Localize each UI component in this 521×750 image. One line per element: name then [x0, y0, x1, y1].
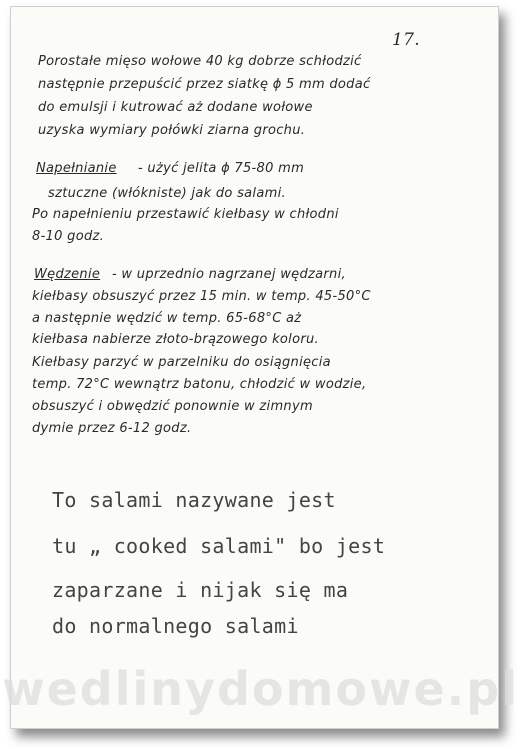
- watermark: wedlinydomowe.pl: [2, 662, 519, 716]
- note-line: tu „ cooked salami" bo jest: [52, 534, 386, 558]
- smoking-line: obsuszyć i obwędzić ponownie w zimnym: [32, 399, 313, 414]
- filling-line: Po napełnieniu przestawić kiełbasy w chłodni: [32, 207, 339, 222]
- filling-line: - użyć jelita ϕ 75-80 mm: [138, 161, 305, 176]
- smoking-line: Kiełbasy parzyć w parzelniku do osiągnięcia: [32, 355, 331, 370]
- paragraph-line: uzyska wymiary połówki ziarna grochu.: [38, 123, 306, 138]
- paragraph-line: do emulsji i kutrować aż dodane wołowe: [38, 100, 313, 115]
- paragraph-line: następnie przepuścić przez siatkę ϕ 5 mm dodać: [38, 77, 371, 92]
- smoking-line: temp. 72°C wewnątrz batonu, chłodzić w wodzie,: [32, 377, 367, 392]
- section-heading-filling: Napełnianie: [36, 161, 117, 176]
- section-heading-smoking: Wędzenie: [34, 267, 101, 282]
- note-line: zaparzane i nijak się ma: [52, 578, 349, 602]
- filling-line: sztuczne (włókniste) jak do salami.: [48, 186, 286, 201]
- paragraph-line: Porostałe mięso wołowe 40 kg dobrze schłodzić: [38, 54, 362, 69]
- smoking-line: a następnie wędzić w temp. 65-68°C aż: [32, 311, 302, 326]
- filling-line: 8-10 godz.: [32, 229, 105, 244]
- note-line: do normalnego salami: [52, 614, 299, 638]
- smoking-line: kiełbasy obsuszyć przez 15 min. w temp. 45-50°C: [32, 289, 371, 304]
- smoking-line: - w uprzednio nagrzanej wędzarni,: [112, 267, 346, 282]
- note-line: To salami nazywane jest: [52, 488, 336, 512]
- smoking-line: dymie przez 6-12 godz.: [32, 421, 192, 436]
- page-number: 17.: [392, 30, 420, 50]
- smoking-line: kiełbasa nabierze złoto-brązowego koloru.: [32, 332, 319, 347]
